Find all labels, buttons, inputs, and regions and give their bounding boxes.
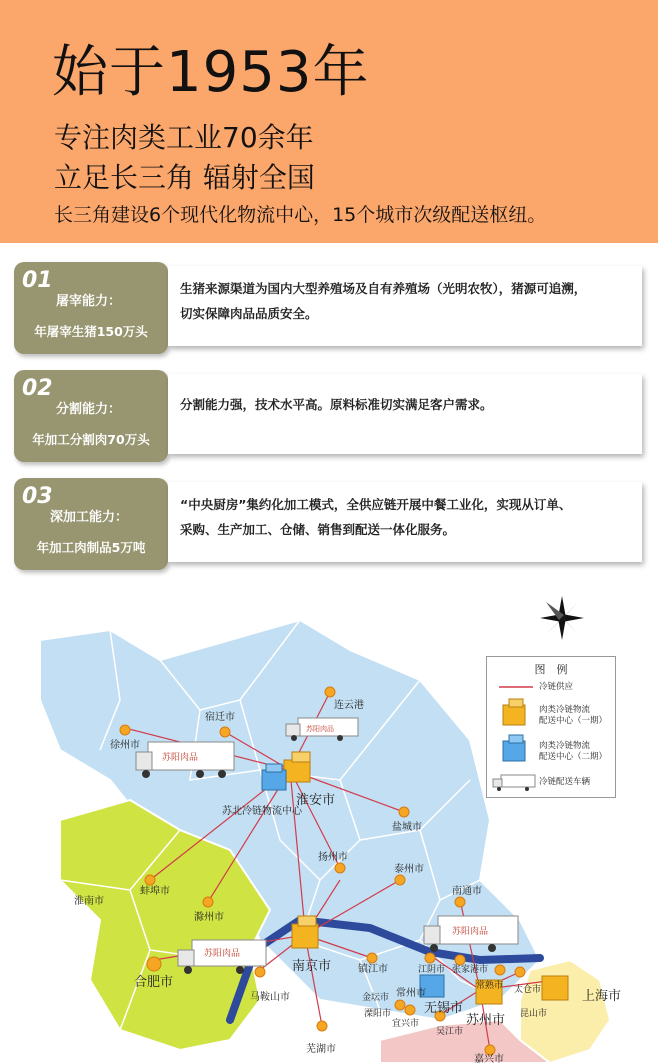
blue-building-icon [503, 735, 525, 761]
legend-label: 肉类冷链物流 配送中心（一期） [539, 705, 608, 726]
capability-amount: 年加工肉制品5万吨 [36, 540, 146, 555]
legend-label: 肉类冷链物流 配送中心（二期） [539, 741, 608, 762]
city-label: 宿迁市 [205, 712, 235, 723]
truck-brand: 苏阳肉品 [162, 753, 199, 763]
city-label: 徐州市 [110, 740, 140, 751]
city-label: 昆山市 [520, 1009, 548, 1019]
city-label: 太仓市 [514, 985, 542, 995]
legend-title: 图 例 [534, 663, 568, 676]
city-label: 嘉兴市 [474, 1054, 504, 1063]
subtitle-line-2: 立足长三角 辐射全国 [54, 161, 315, 194]
city-label: 溧阳市 [364, 1009, 392, 1019]
capability-name: 分割能力： [56, 402, 122, 417]
capability-row-slaughter [14, 262, 644, 354]
city-label: 淮南市 [74, 896, 104, 907]
description-line: 采购、生产加工、仓储、销售到配送一体化服务。 [180, 522, 456, 537]
city-label: 江阴市 [418, 965, 446, 975]
legend-label: 冷链配送车辆 [539, 777, 591, 787]
city-label: 常熟市 [476, 981, 504, 991]
city-label: 扬州市 [318, 852, 348, 863]
city-label: 南京市 [292, 959, 332, 974]
city-label: 马鞍山市 [250, 992, 290, 1003]
header-banner [0, 0, 658, 243]
capability-number: 03 [22, 484, 53, 509]
map-legend [486, 656, 616, 798]
city-label: 盐城市 [392, 822, 422, 833]
blue-building-icon [262, 764, 286, 790]
capability-row-cutting [14, 370, 644, 462]
capability-badge [14, 262, 168, 354]
capability-row-processing [14, 478, 644, 570]
capability-name: 屠宰能力： [56, 294, 122, 309]
city-label: 蚌埠市 [140, 886, 170, 897]
yellow-building-icon [503, 699, 525, 725]
description-line: 生猪来源渠道为国内大型养殖场及自有养殖场（光明农牧），猪源可追溯， [180, 281, 587, 296]
capability-amount: 年加工分割肉70万头 [32, 432, 150, 447]
description-line: 切实保障肉品品质安全。 [180, 306, 318, 321]
capability-description [168, 266, 642, 346]
capability-amount: 年屠宰生猪150万头 [34, 324, 148, 339]
city-label: 连云港 [334, 700, 364, 711]
capability-number: 02 [22, 376, 53, 401]
truck-icon [493, 775, 535, 791]
city-label: 张家港市 [452, 965, 489, 975]
city-label: 金坛市 [362, 993, 390, 1003]
city-label: 常州市 [396, 988, 426, 999]
logistics-map [0, 580, 658, 1063]
city-label: 上海市 [582, 989, 622, 1004]
capability-number: 01 [22, 268, 53, 293]
description-line: “中央厨房”集约化加工模式，全供应链开展中餐工业化，实现从订单、 [180, 497, 572, 512]
city-label: 芜湖市 [306, 1044, 336, 1055]
city-label: 淮安市 [296, 793, 336, 808]
capability-description [168, 374, 642, 454]
truck-brand: 苏阳肉品 [452, 927, 489, 937]
subtitle-line-3: 长三角建设6个现代化物流中心，15个城市次级配送枢纽。 [54, 204, 547, 226]
map-canvas [0, 580, 658, 1063]
yellow-building-icon [542, 976, 568, 1000]
city-label: 苏北冷链物流中心 [222, 806, 302, 817]
description-line: 分割能力强，技术水平高。原料标准切实满足客户需求。 [180, 397, 493, 412]
city-label: 南通市 [452, 886, 482, 897]
truck-brand: 苏阳肉品 [306, 725, 334, 733]
legend-label: 冷链供应 [539, 682, 574, 692]
city-label: 滁州市 [194, 912, 224, 923]
compass-icon [540, 596, 584, 640]
subtitle-line-1: 专注肉类工业70余年 [54, 121, 314, 154]
city-label: 泰州市 [394, 864, 424, 875]
capability-badge [14, 370, 168, 462]
city-label: 宜兴市 [392, 1019, 420, 1029]
truck-brand: 苏阳肉品 [204, 949, 241, 959]
capability-name: 深加工能力： [50, 510, 129, 525]
city-label: 苏州市 [466, 1013, 506, 1028]
capability-badge [14, 478, 168, 570]
capability-description [168, 482, 642, 562]
city-label: 吴江市 [436, 1027, 464, 1037]
city-label: 合肥市 [134, 975, 174, 990]
page-title: 始于1953年 [52, 40, 370, 105]
city-label: 无锡市 [424, 1001, 464, 1016]
city-label: 镇江市 [358, 964, 388, 975]
